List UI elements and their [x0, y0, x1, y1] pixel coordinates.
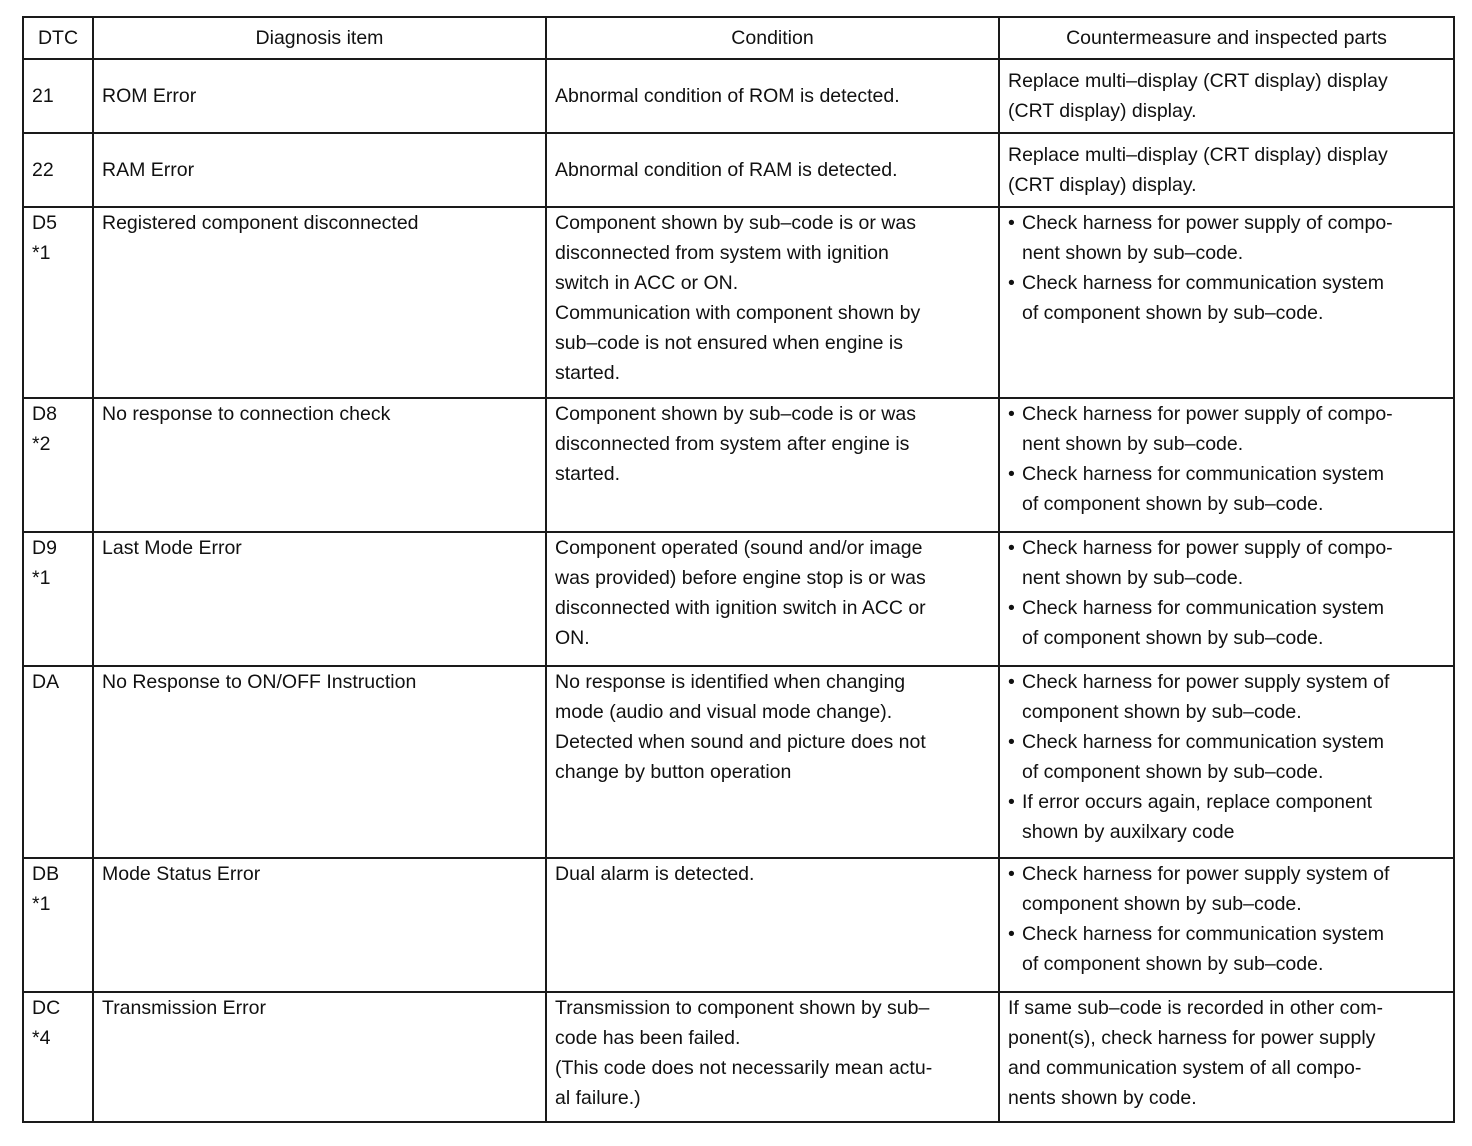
diagnosis-item-cell	[93, 207, 546, 398]
dtc-cell	[23, 207, 93, 398]
diagnosis-item-text: Registered component disconnected	[102, 212, 419, 234]
bullet-dot-icon: •	[1008, 212, 1015, 234]
countermeasure-bullet	[1008, 593, 1445, 653]
table-row	[23, 992, 1454, 1122]
table-row	[23, 207, 1454, 398]
dtc-cell	[23, 858, 93, 992]
diagnosis-item-cell	[93, 59, 546, 133]
dtc-footnote: *1	[32, 567, 51, 589]
diagnosis-item-text: ROM Error	[102, 85, 197, 107]
condition-line: Component operated (sound and/or image	[555, 537, 923, 559]
condition-line: Component shown by sub–code is or was	[555, 212, 916, 234]
dtc-table	[22, 16, 1455, 1123]
table-body	[23, 59, 1454, 1122]
dtc-code: DC	[32, 997, 61, 1019]
condition-cell	[546, 992, 999, 1122]
bullet-dot-icon: •	[1008, 463, 1015, 485]
bullet-dot-icon: •	[1008, 791, 1015, 813]
bullet-line: Check harness for communication system	[1022, 463, 1384, 485]
bullet-text	[1022, 859, 1445, 919]
diagnosis-item-text: Transmission Error	[102, 997, 266, 1019]
header-diagnosis-item: Diagnosis item	[93, 17, 546, 59]
condition-line: started.	[555, 463, 621, 485]
countermeasure-bullet	[1008, 533, 1445, 593]
condition-line: No response is identified when changing	[555, 671, 906, 693]
diagnosis-item-cell	[93, 133, 546, 207]
table-row	[23, 858, 1454, 992]
dtc-code: D9	[32, 537, 57, 559]
countermeasure-bullet	[1008, 859, 1445, 919]
header-dtc: DTC	[23, 17, 93, 59]
bullet-line: nent shown by sub–code.	[1022, 433, 1244, 455]
dtc-footnote: *1	[32, 893, 51, 915]
condition-line: sub–code is not ensured when engine is	[555, 332, 903, 354]
condition-line: code has been failed.	[555, 1027, 741, 1049]
condition-line: Communication with component shown by	[555, 302, 921, 324]
countermeasure-line: If same sub–code is recorded in other com-	[1008, 997, 1384, 1019]
bullet-line: Check harness for power supply of compo-	[1022, 212, 1393, 234]
bullet-line: Check harness for power supply system of	[1022, 863, 1390, 885]
dtc-code: 22	[32, 159, 54, 181]
table-row	[23, 398, 1454, 532]
condition-line: change by button operation	[555, 761, 792, 783]
bullet-text	[1022, 399, 1445, 459]
dtc-cell	[23, 398, 93, 532]
bullet-line: Check harness for communication system	[1022, 923, 1384, 945]
diagnosis-item-text: Last Mode Error	[102, 537, 242, 559]
bullet-line: nent shown by sub–code.	[1022, 567, 1244, 589]
countermeasure-cell	[999, 207, 1454, 398]
diagnosis-item-cell	[93, 398, 546, 532]
bullet-line: shown by auxilxary code	[1022, 821, 1235, 843]
countermeasure-line: and communication system of all compo-	[1008, 1057, 1362, 1079]
bullet-dot-icon: •	[1008, 597, 1015, 619]
diagnosis-item-cell	[93, 666, 546, 858]
condition-line: was provided) before engine stop is or was	[555, 567, 926, 589]
table-row	[23, 59, 1454, 133]
countermeasure-cell	[999, 398, 1454, 532]
condition-line: Component shown by sub–code is or was	[555, 403, 916, 425]
bullet-line: Check harness for power supply of compo-	[1022, 403, 1393, 425]
condition-line: disconnected with ignition switch in ACC or	[555, 597, 926, 619]
bullet-line: Check harness for communication system	[1022, 272, 1384, 294]
bullet-line: of component shown by sub–code.	[1022, 627, 1324, 649]
dtc-code: D8	[32, 403, 57, 425]
condition-cell	[546, 207, 999, 398]
diagnosis-item-text: RAM Error	[102, 159, 195, 181]
condition-line: switch in ACC or ON.	[555, 272, 739, 294]
bullet-dot-icon: •	[1008, 272, 1015, 294]
bullet-line: Check harness for communication system	[1022, 597, 1384, 619]
bullet-text	[1022, 533, 1445, 593]
countermeasure-cell	[999, 532, 1454, 666]
dtc-cell	[23, 532, 93, 666]
countermeasure-cell	[999, 858, 1454, 992]
dtc-cell	[23, 666, 93, 858]
diagnosis-item-cell	[93, 858, 546, 992]
condition-line: disconnected from system with ignition	[555, 242, 889, 264]
dtc-code: D5	[32, 212, 57, 234]
condition-line: started.	[555, 362, 621, 384]
condition-line: Detected when sound and picture does not	[555, 731, 926, 753]
countermeasure-line: (CRT display) display.	[1008, 174, 1197, 196]
diagnosis-item-cell	[93, 532, 546, 666]
bullet-text	[1022, 727, 1445, 787]
condition-line: Dual alarm is detected.	[555, 863, 755, 885]
condition-cell	[546, 532, 999, 666]
countermeasure-line: nents shown by code.	[1008, 1087, 1197, 1109]
countermeasure-cell	[999, 666, 1454, 858]
condition-cell	[546, 858, 999, 992]
bullet-line: If error occurs again, replace component	[1022, 791, 1373, 813]
diagnosis-item-text: Mode Status Error	[102, 863, 261, 885]
bullet-dot-icon: •	[1008, 731, 1015, 753]
bullet-line: component shown by sub–code.	[1022, 893, 1302, 915]
table-row	[23, 532, 1454, 666]
diagnosis-item-cell	[93, 992, 546, 1122]
condition-line: Transmission to component shown by sub–	[555, 997, 930, 1019]
countermeasure-cell	[999, 133, 1454, 207]
dtc-cell	[23, 133, 93, 207]
bullet-text	[1022, 459, 1445, 519]
bullet-text	[1022, 787, 1445, 847]
header-row	[23, 17, 1454, 59]
bullet-text	[1022, 593, 1445, 653]
table-row	[23, 133, 1454, 207]
countermeasure-bullet	[1008, 919, 1445, 979]
bullet-dot-icon: •	[1008, 403, 1015, 425]
dtc-code: 21	[32, 85, 54, 107]
bullet-line: Check harness for communication system	[1022, 731, 1384, 753]
dtc-footnote: *2	[32, 433, 51, 455]
bullet-line: nent shown by sub–code.	[1022, 242, 1244, 264]
countermeasure-bullet	[1008, 667, 1445, 727]
bullet-line: of component shown by sub–code.	[1022, 493, 1324, 515]
countermeasure-line: Replace multi–display (CRT display) display	[1008, 70, 1388, 92]
countermeasure-bullet	[1008, 459, 1445, 519]
countermeasure-bullet	[1008, 787, 1445, 847]
bullet-text	[1022, 208, 1445, 268]
bullet-text	[1022, 667, 1445, 727]
dtc-footnote: *4	[32, 1027, 51, 1049]
dtc-code: DB	[32, 863, 60, 885]
bullet-line: Check harness for power supply of compo-	[1022, 537, 1393, 559]
condition-cell	[546, 398, 999, 532]
bullet-line: component shown by sub–code.	[1022, 701, 1302, 723]
countermeasure-bullet	[1008, 727, 1445, 787]
condition-line: al failure.)	[555, 1087, 641, 1109]
bullet-dot-icon: •	[1008, 863, 1015, 885]
dtc-cell	[23, 992, 93, 1122]
header-condition: Condition	[546, 17, 999, 59]
countermeasure-line: Replace multi–display (CRT display) display	[1008, 144, 1388, 166]
condition-line: (This code does not necessarily mean actu-	[555, 1057, 933, 1079]
bullet-line: of component shown by sub–code.	[1022, 953, 1324, 975]
countermeasure-line: ponent(s), check harness for power supply	[1008, 1027, 1376, 1049]
diagnosis-item-text: No Response to ON/OFF Instruction	[102, 671, 417, 693]
bullet-dot-icon: •	[1008, 923, 1015, 945]
dtc-cell	[23, 59, 93, 133]
countermeasure-cell	[999, 992, 1454, 1122]
header-countermeasure: Countermeasure and inspected parts	[999, 17, 1454, 59]
condition-cell	[546, 133, 999, 207]
condition-line: mode (audio and visual mode change).	[555, 701, 893, 723]
table-row	[23, 666, 1454, 858]
bullet-line: Check harness for power supply system of	[1022, 671, 1390, 693]
diagnosis-item-text: No response to connection check	[102, 403, 391, 425]
countermeasure-bullet	[1008, 268, 1445, 328]
dtc-footnote: *1	[32, 242, 51, 264]
bullet-dot-icon: •	[1008, 671, 1015, 693]
condition-cell	[546, 59, 999, 133]
bullet-dot-icon: •	[1008, 537, 1015, 559]
condition-line: Abnormal condition of ROM is detected.	[555, 85, 900, 107]
condition-line: Abnormal condition of RAM is detected.	[555, 159, 898, 181]
countermeasure-bullet	[1008, 208, 1445, 268]
condition-line: disconnected from system after engine is	[555, 433, 910, 455]
bullet-line: of component shown by sub–code.	[1022, 761, 1324, 783]
bullet-text	[1022, 268, 1445, 328]
countermeasure-cell	[999, 59, 1454, 133]
condition-line: ON.	[555, 627, 590, 649]
bullet-line: of component shown by sub–code.	[1022, 302, 1324, 324]
countermeasure-bullet	[1008, 399, 1445, 459]
dtc-code: DA	[32, 671, 60, 693]
countermeasure-line: (CRT display) display.	[1008, 100, 1197, 122]
bullet-text	[1022, 919, 1445, 979]
condition-cell	[546, 666, 999, 858]
